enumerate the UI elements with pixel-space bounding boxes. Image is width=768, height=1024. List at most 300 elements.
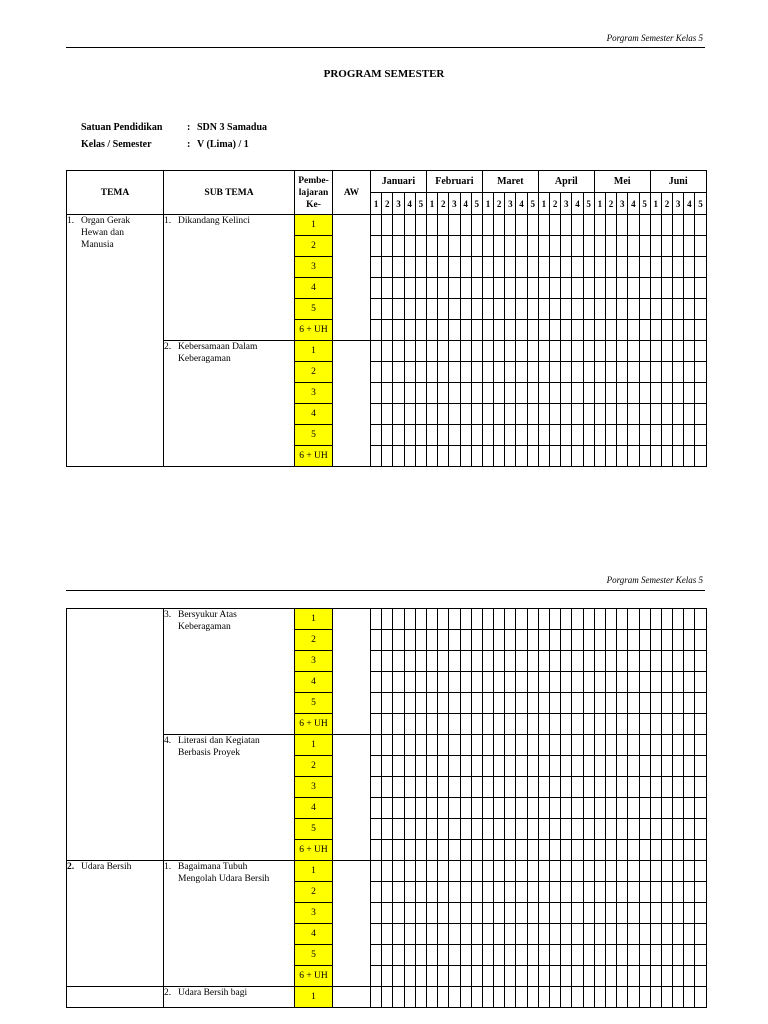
tema-cell-line: Hewan dan: [81, 228, 124, 238]
pembelajaran-label-line: lajaran: [298, 187, 329, 198]
week-cell: [639, 278, 650, 299]
week-cell: [639, 777, 650, 798]
week-cell: [538, 362, 549, 383]
week-cell: [572, 777, 583, 798]
week-cell: [673, 425, 684, 446]
week-cell: [449, 987, 460, 1008]
week-cell: [695, 882, 706, 903]
week-cell: [415, 341, 426, 362]
week-cell: [371, 609, 382, 630]
week-cell: [449, 299, 460, 320]
week-cell: [516, 446, 527, 467]
column-header-subtema: SUB TEMA: [164, 171, 295, 215]
week-cell: [516, 341, 527, 362]
week-cell: [460, 278, 471, 299]
week-cell: [538, 714, 549, 735]
week-cell: [393, 777, 404, 798]
week-cell: [605, 735, 616, 756]
week-cell: [460, 236, 471, 257]
week-cell: [415, 651, 426, 672]
tema-cell: [67, 215, 164, 467]
week-cell: [460, 320, 471, 341]
week-cell: [505, 341, 516, 362]
week-cell: [561, 341, 572, 362]
week-cell: [617, 987, 628, 1008]
week-cell: [673, 404, 684, 425]
week-cell: [494, 966, 505, 987]
week-cell: [673, 777, 684, 798]
info-label: Kelas / Semester: [81, 139, 152, 150]
week-cell: [494, 672, 505, 693]
week-cell: [516, 404, 527, 425]
week-cell: [695, 693, 706, 714]
week-cell: [471, 278, 482, 299]
subtema-cell-line: Keberagaman: [178, 622, 231, 632]
week-cell: [449, 651, 460, 672]
week-cell: [393, 651, 404, 672]
week-cell: [426, 446, 437, 467]
week-header: 1: [482, 193, 493, 215]
week-cell: [561, 278, 572, 299]
week-cell: [538, 425, 549, 446]
week-cell: [550, 756, 561, 777]
week-cell: [583, 966, 594, 987]
subtema-cell: [164, 987, 295, 1008]
week-cell: [426, 882, 437, 903]
week-cell: [494, 320, 505, 341]
week-cell: [617, 798, 628, 819]
week-cell: [393, 630, 404, 651]
week-cell: [471, 903, 482, 924]
week-cell: [404, 777, 415, 798]
week-cell: [605, 945, 616, 966]
week-cell: [382, 924, 393, 945]
week-cell: [695, 320, 706, 341]
week-cell: [494, 777, 505, 798]
week-cell: [650, 798, 661, 819]
week-cell: [527, 945, 538, 966]
week-cell: [695, 861, 706, 882]
week-cell: [494, 798, 505, 819]
week-cell: [393, 236, 404, 257]
week-cell: [471, 966, 482, 987]
week-cell: [594, 777, 605, 798]
week-cell: [527, 924, 538, 945]
week-cell: [628, 630, 639, 651]
week-cell: [426, 756, 437, 777]
week-cell: [661, 320, 672, 341]
month-header: Januari: [371, 171, 427, 193]
week-cell: [404, 299, 415, 320]
week-cell: [371, 278, 382, 299]
week-cell: [695, 945, 706, 966]
week-cell: [639, 966, 650, 987]
week-cell: [404, 215, 415, 236]
week-cell: [650, 777, 661, 798]
week-cell: [561, 945, 572, 966]
week-cell: [550, 735, 561, 756]
week-cell: [695, 362, 706, 383]
week-header: 4: [572, 193, 583, 215]
week-cell: [382, 404, 393, 425]
week-cell: [572, 756, 583, 777]
week-cell: [438, 924, 449, 945]
week-cell: [382, 362, 393, 383]
week-cell: [661, 861, 672, 882]
week-cell: [371, 362, 382, 383]
week-cell: [438, 651, 449, 672]
week-cell: [471, 840, 482, 861]
week-cell: [572, 966, 583, 987]
week-cell: [561, 215, 572, 236]
week-cell: [415, 819, 426, 840]
pembelajaran-cell: 5: [295, 819, 333, 840]
week-cell: [661, 903, 672, 924]
week-cell: [527, 630, 538, 651]
week-cell: [449, 341, 460, 362]
week-cell: [550, 798, 561, 819]
week-cell: [482, 630, 493, 651]
week-cell: [628, 861, 639, 882]
pembelajaran-cell: 5: [295, 299, 333, 320]
week-cell: [393, 882, 404, 903]
week-cell: [572, 882, 583, 903]
week-cell: [550, 299, 561, 320]
week-cell: [415, 966, 426, 987]
week-cell: [594, 299, 605, 320]
week-cell: [695, 215, 706, 236]
week-cell: [605, 630, 616, 651]
week-cell: [371, 903, 382, 924]
week-cell: [527, 987, 538, 1008]
week-cell: [527, 756, 538, 777]
week-cell: [382, 215, 393, 236]
document-title: PROGRAM SEMESTER: [323, 68, 445, 80]
week-cell: [561, 840, 572, 861]
week-cell: [572, 693, 583, 714]
week-cell: [404, 404, 415, 425]
week-cell: [505, 756, 516, 777]
week-cell: [460, 299, 471, 320]
week-cell: [471, 798, 482, 819]
week-cell: [404, 257, 415, 278]
week-cell: [415, 278, 426, 299]
pembelajaran-cell: 4: [295, 924, 333, 945]
tema-cell: [67, 609, 164, 861]
week-cell: [594, 278, 605, 299]
week-cell: [572, 341, 583, 362]
week-cell: [516, 278, 527, 299]
week-header: 1: [426, 193, 437, 215]
week-cell: [527, 257, 538, 278]
week-cell: [527, 798, 538, 819]
subtema-cell-number: 4.: [164, 736, 172, 746]
week-cell: [482, 362, 493, 383]
week-cell: [695, 341, 706, 362]
week-cell: [527, 672, 538, 693]
week-cell: [382, 966, 393, 987]
week-cell: [471, 777, 482, 798]
week-cell: [516, 299, 527, 320]
week-cell: [449, 819, 460, 840]
week-cell: [695, 798, 706, 819]
week-cell: [505, 819, 516, 840]
week-cell: [628, 693, 639, 714]
week-cell: [449, 840, 460, 861]
week-cell: [460, 672, 471, 693]
week-cell: [438, 609, 449, 630]
week-cell: [695, 903, 706, 924]
week-cell: [471, 257, 482, 278]
week-cell: [561, 987, 572, 1008]
week-cell: [650, 341, 661, 362]
week-cell: [583, 362, 594, 383]
pembelajaran-cell: 5: [295, 945, 333, 966]
week-cell: [438, 945, 449, 966]
week-cell: [594, 882, 605, 903]
week-cell: [482, 257, 493, 278]
week-cell: [460, 609, 471, 630]
week-cell: [561, 320, 572, 341]
week-cell: [505, 257, 516, 278]
week-cell: [639, 341, 650, 362]
subtema-cell-line: Keberagaman: [178, 354, 231, 364]
week-cell: [617, 383, 628, 404]
week-cell: [561, 630, 572, 651]
week-cell: [695, 446, 706, 467]
pembelajaran-cell: 2: [295, 362, 333, 383]
week-cell: [482, 320, 493, 341]
week-cell: [382, 903, 393, 924]
week-cell: [639, 861, 650, 882]
week-cell: [673, 278, 684, 299]
aw-cell: [333, 215, 371, 341]
week-cell: [572, 819, 583, 840]
week-cell: [449, 425, 460, 446]
week-cell: [695, 987, 706, 1008]
week-cell: [438, 693, 449, 714]
week-cell: [505, 777, 516, 798]
week-cell: [628, 404, 639, 425]
week-cell: [594, 362, 605, 383]
week-cell: [393, 756, 404, 777]
week-cell: [583, 861, 594, 882]
week-cell: [538, 819, 549, 840]
week-cell: [561, 362, 572, 383]
subtema-cell-number: 3.: [164, 610, 172, 620]
week-cell: [673, 819, 684, 840]
week-cell: [471, 861, 482, 882]
week-cell: [605, 215, 616, 236]
header-rule-2: [66, 590, 705, 591]
week-cell: [494, 446, 505, 467]
week-cell: [661, 425, 672, 446]
week-header: 1: [594, 193, 605, 215]
week-cell: [460, 341, 471, 362]
week-cell: [605, 840, 616, 861]
week-cell: [650, 383, 661, 404]
week-header: 5: [415, 193, 426, 215]
week-cell: [650, 840, 661, 861]
tema-cell: [67, 987, 164, 1008]
week-cell: [505, 383, 516, 404]
week-cell: [583, 651, 594, 672]
subtema-cell: [164, 735, 295, 861]
week-cell: [605, 236, 616, 257]
week-cell: [371, 966, 382, 987]
week-cell: [438, 714, 449, 735]
week-cell: [494, 714, 505, 735]
subtema-cell: [164, 341, 295, 467]
week-cell: [661, 404, 672, 425]
subtema-cell: [164, 861, 295, 987]
week-cell: [516, 945, 527, 966]
week-cell: [482, 693, 493, 714]
week-cell: [494, 861, 505, 882]
week-cell: [371, 425, 382, 446]
info-label: Satuan Pendidikan: [81, 122, 163, 133]
week-cell: [639, 903, 650, 924]
week-cell: [404, 798, 415, 819]
pembelajaran-cell: 6 + UH: [295, 446, 333, 467]
week-cell: [404, 903, 415, 924]
week-cell: [382, 819, 393, 840]
week-cell: [605, 903, 616, 924]
week-cell: [661, 299, 672, 320]
week-cell: [684, 924, 695, 945]
week-cell: [550, 341, 561, 362]
week-cell: [505, 278, 516, 299]
week-cell: [393, 446, 404, 467]
week-cell: [426, 215, 437, 236]
week-cell: [494, 299, 505, 320]
week-cell: [438, 903, 449, 924]
week-cell: [639, 924, 650, 945]
week-cell: [639, 236, 650, 257]
week-cell: [661, 840, 672, 861]
week-cell: [426, 945, 437, 966]
week-cell: [605, 341, 616, 362]
week-cell: [505, 446, 516, 467]
pembelajaran-cell: 4: [295, 798, 333, 819]
week-cell: [594, 987, 605, 1008]
week-cell: [516, 320, 527, 341]
week-cell: [460, 819, 471, 840]
week-cell: [449, 320, 460, 341]
week-cell: [516, 236, 527, 257]
week-cell: [505, 861, 516, 882]
week-cell: [650, 404, 661, 425]
week-cell: [382, 714, 393, 735]
week-cell: [650, 714, 661, 735]
week-cell: [371, 215, 382, 236]
week-header: 2: [438, 193, 449, 215]
week-cell: [550, 777, 561, 798]
month-header: Mei: [594, 171, 650, 193]
pembelajaran-cell: 3: [295, 257, 333, 278]
week-cell: [449, 924, 460, 945]
week-cell: [382, 756, 393, 777]
week-cell: [594, 756, 605, 777]
week-cell: [684, 861, 695, 882]
week-cell: [393, 299, 404, 320]
week-cell: [695, 257, 706, 278]
week-cell: [382, 693, 393, 714]
week-cell: [617, 278, 628, 299]
week-cell: [516, 714, 527, 735]
week-cell: [628, 320, 639, 341]
week-cell: [382, 735, 393, 756]
week-cell: [583, 215, 594, 236]
week-cell: [673, 924, 684, 945]
week-cell: [684, 299, 695, 320]
pembelajaran-cell: 1: [295, 609, 333, 630]
week-cell: [561, 714, 572, 735]
week-cell: [583, 924, 594, 945]
week-cell: [594, 945, 605, 966]
week-cell: [527, 861, 538, 882]
aw-cell: [333, 609, 371, 735]
week-cell: [438, 425, 449, 446]
week-cell: [482, 819, 493, 840]
week-cell: [527, 278, 538, 299]
week-cell: [482, 236, 493, 257]
week-cell: [628, 735, 639, 756]
week-cell: [639, 404, 650, 425]
week-cell: [673, 236, 684, 257]
week-cell: [538, 215, 549, 236]
week-cell: [449, 672, 460, 693]
week-cell: [594, 257, 605, 278]
week-cell: [617, 425, 628, 446]
week-cell: [494, 609, 505, 630]
week-cell: [460, 945, 471, 966]
week-cell: [538, 693, 549, 714]
week-cell: [527, 320, 538, 341]
week-header: 2: [661, 193, 672, 215]
week-cell: [561, 299, 572, 320]
week-cell: [661, 651, 672, 672]
week-cell: [561, 693, 572, 714]
week-cell: [516, 215, 527, 236]
week-cell: [538, 966, 549, 987]
week-cell: [550, 630, 561, 651]
week-cell: [404, 924, 415, 945]
week-cell: [650, 756, 661, 777]
week-cell: [438, 299, 449, 320]
pembelajaran-cell: 2: [295, 756, 333, 777]
week-cell: [460, 882, 471, 903]
week-cell: [404, 840, 415, 861]
subtema-cell-line: Udara Bersih bagi: [178, 988, 248, 998]
column-header-tema: TEMA: [67, 171, 164, 215]
pembelajaran-cell: 3: [295, 903, 333, 924]
week-cell: [572, 320, 583, 341]
tema-cell-number: 2.: [67, 862, 75, 872]
week-cell: [471, 987, 482, 1008]
week-cell: [605, 651, 616, 672]
week-cell: [382, 236, 393, 257]
week-cell: [404, 693, 415, 714]
week-cell: [572, 236, 583, 257]
week-cell: [550, 882, 561, 903]
week-cell: [628, 215, 639, 236]
week-cell: [426, 840, 437, 861]
week-cell: [404, 861, 415, 882]
week-cell: [415, 777, 426, 798]
week-cell: [572, 987, 583, 1008]
week-cell: [650, 945, 661, 966]
